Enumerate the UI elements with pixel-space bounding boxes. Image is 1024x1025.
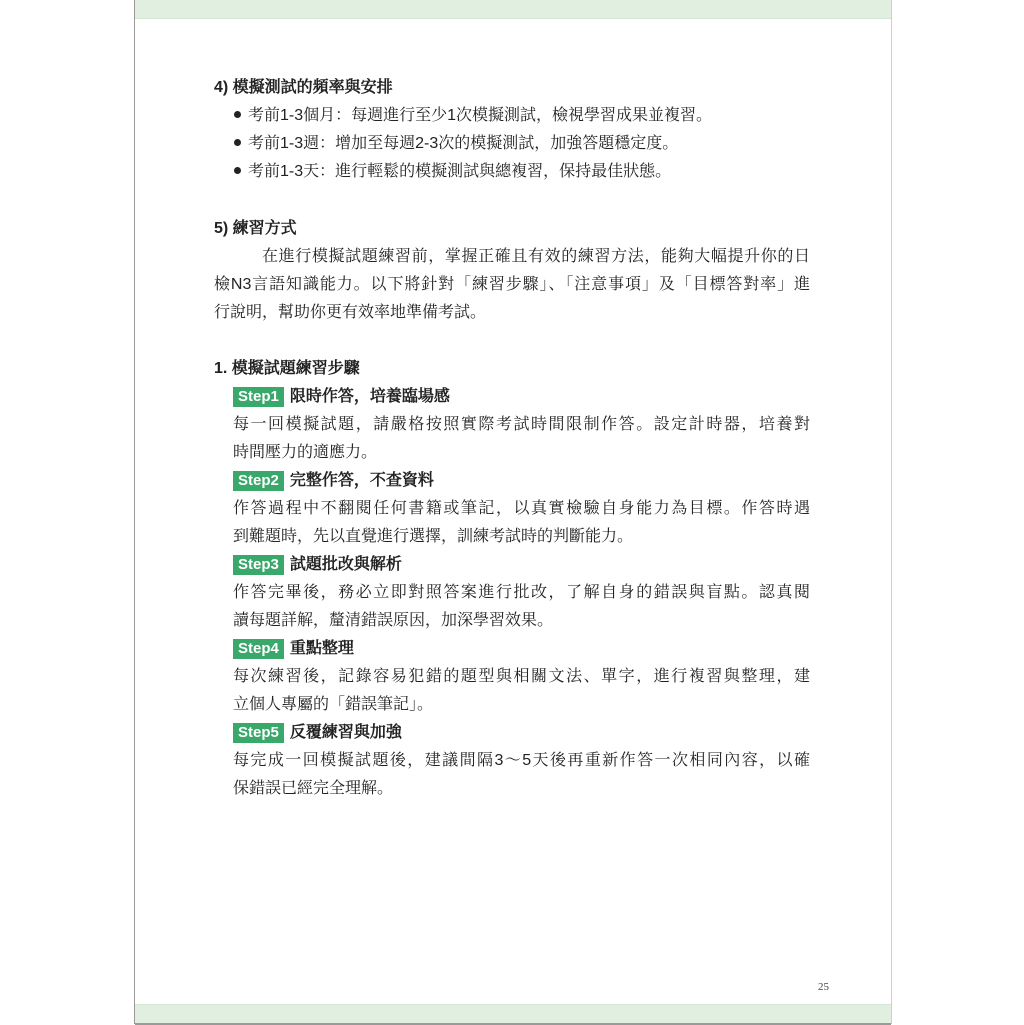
bullet-item <box>234 162 671 182</box>
step-badge: Step3 <box>233 555 284 575</box>
top-band <box>135 0 891 19</box>
bullet-item <box>234 106 712 126</box>
page-number: 25 <box>818 981 829 993</box>
step-body-line: 每次練習後，記錄容易犯錯的題型與相關文法、單字，進行複習與整理，建 <box>233 668 810 685</box>
step-body-line: 作答過程中不翻閱任何書籍或筆記，以真實檢驗自身能力為目標。作答時遇 <box>233 500 810 517</box>
step-badge: Step2 <box>233 471 284 491</box>
section4-heading: 4) 模擬測試的頻率與安排 <box>214 79 393 96</box>
step-title: 試題批改與解析 <box>289 556 402 573</box>
step-title: 反覆練習與加強 <box>289 724 402 741</box>
step-badge: Step1 <box>233 387 284 407</box>
step-title: 完整作答，不查資料 <box>289 472 434 489</box>
bullet-icon <box>234 167 241 174</box>
bullet-text: 考前1-3個月：每週進行至少1次模擬測試，檢視學習成果並複習。 <box>248 107 713 124</box>
bullet-icon <box>234 139 241 146</box>
paragraph-line: 行說明，幫助你更有效率地準備考試。 <box>214 304 487 321</box>
step-body-line: 保錯誤已經完全理解。 <box>233 780 394 797</box>
step-body-line: 讀每題詳解，釐清錯誤原因，加深學習效果。 <box>233 612 554 629</box>
bullet-icon <box>234 111 241 118</box>
step-heading <box>233 723 402 743</box>
section5-heading: 5) 練習方式 <box>214 220 297 237</box>
step-title: 限時作答，培養臨場感 <box>289 388 450 405</box>
bullet-item <box>234 134 678 154</box>
paragraph-line: 在進行模擬試題練習前，掌握正確且有效的練習方法，能夠大幅提升你的日 <box>262 248 810 265</box>
step-body-line: 每完成一回模擬試題後，建議間隔3～5天後再重新作答一次相同內容，以確 <box>233 752 810 769</box>
step-body-line: 作答完畢後，務必立即對照答案進行批改，了解自身的錯誤與盲點。認真閱 <box>233 584 810 601</box>
step-heading <box>233 471 434 491</box>
step-body-line: 每一回模擬試題，請嚴格按照實際考試時間限制作答。設定計時器，培養對 <box>233 416 810 433</box>
step-badge: Step4 <box>233 639 284 659</box>
bullet-text: 考前1-3週：增加至每週2-3次的模擬測試，加強答題穩定度。 <box>248 135 679 152</box>
bottom-band <box>135 1004 891 1025</box>
step-heading <box>233 387 450 407</box>
steps-heading: 1. 模擬試題練習步驟 <box>214 360 360 377</box>
bullet-text: 考前1-3天：進行輕鬆的模擬測試與總複習，保持最佳狀態。 <box>248 163 672 180</box>
step-heading <box>233 555 402 575</box>
step-heading <box>233 639 354 659</box>
step-body-line: 時間壓力的適應力。 <box>233 444 378 461</box>
paragraph-line: 檢N3言語知識能力。以下將針對「練習步驟」、「注意事項」及「目標答對率」進 <box>214 276 810 293</box>
step-body-line: 立個人專屬的「錯誤筆記」。 <box>233 696 434 713</box>
step-badge: Step5 <box>233 723 284 743</box>
step-title: 重點整理 <box>289 640 354 657</box>
step-body-line: 到難題時，先以直覺進行選擇，訓練考試時的判斷能力。 <box>233 528 634 545</box>
